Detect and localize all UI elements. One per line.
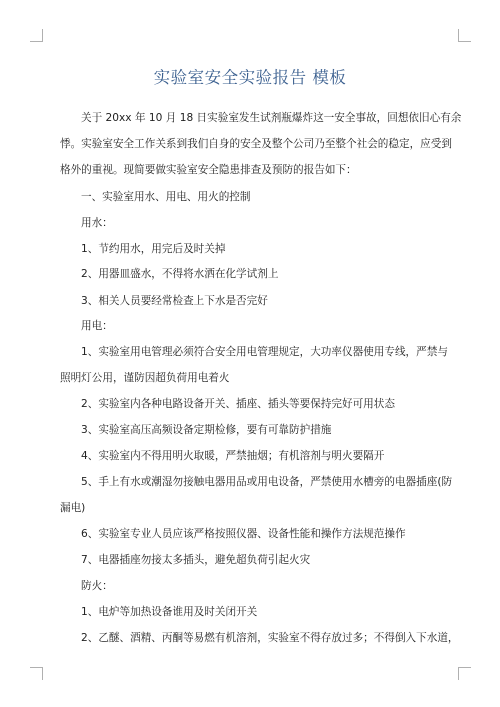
crop-mark-bottom-right	[458, 667, 471, 680]
list-item: 1、节约用水，用完后及时关掉	[81, 243, 226, 255]
list-item: 7、电器插座勿接太多插头，避免超负荷引起火灾	[81, 554, 311, 566]
list-item: 2、用器皿盛水，不得将水洒在化学试剂上	[81, 268, 279, 280]
section-heading: 一、实验室用水、用电、用火的控制	[81, 191, 251, 203]
paragraph-line: 关于 20xx 年 10 月 18 日实验室发生试剂瓶爆炸这一安全事故，回想依旧心有余	[81, 112, 462, 124]
crop-mark-top-left	[30, 29, 43, 42]
list-item: 3、相关人员要经常检查上下水是否完好	[81, 295, 268, 307]
list-item-continuation: 照明灯公用，谨防因超负荷用电着火	[60, 372, 230, 384]
subsection-label: 用电：	[81, 320, 113, 332]
list-item: 2、实验室内各种电路设备开关、插座、插头等要保持完好可用状态	[81, 398, 395, 410]
subsection-label: 用水：	[81, 217, 113, 229]
list-item: 6、实验室专业人员应该严格按照仪器、设备性能和操作方法规范操作	[81, 528, 406, 540]
list-item-continuation: 漏电)	[60, 502, 86, 514]
list-item: 2、乙醚、酒精、丙酮等易燃有机溶剂，实验室不得存放过多；不得倒入下水道，	[81, 632, 459, 644]
paragraph-line: 格外的重视。现简要做实验室安全隐患排查及预防的报告如下：	[60, 164, 357, 176]
crop-mark-top-right	[458, 29, 471, 42]
document-title: 实验室安全实验报告 模板	[153, 68, 347, 87]
list-item: 1、电炉等加热设备谁用及时关闭开关	[81, 606, 258, 618]
list-item: 3、实验室高压高频设备定期检修，要有可靠防护措施	[81, 424, 332, 436]
crop-mark-bottom-left	[30, 667, 43, 680]
list-item: 4、实验室内不得用明火取暖，严禁抽烟；有机溶剂与明火要隔开	[81, 450, 385, 462]
subsection-label: 防火：	[81, 580, 113, 592]
list-item: 5、手上有水或潮湿勿接触电器用品或用电设备，严禁使用水槽旁的电器插座(防	[81, 476, 453, 488]
paragraph-line: 悸。实验室安全工作关系到我们自身的安全及整个公司乃至整个社会的稳定，应受到	[60, 138, 452, 150]
list-item: 1、实验室用电管理必须符合安全用电管理规定，大功率仪器使用专线，严禁与	[81, 346, 448, 358]
